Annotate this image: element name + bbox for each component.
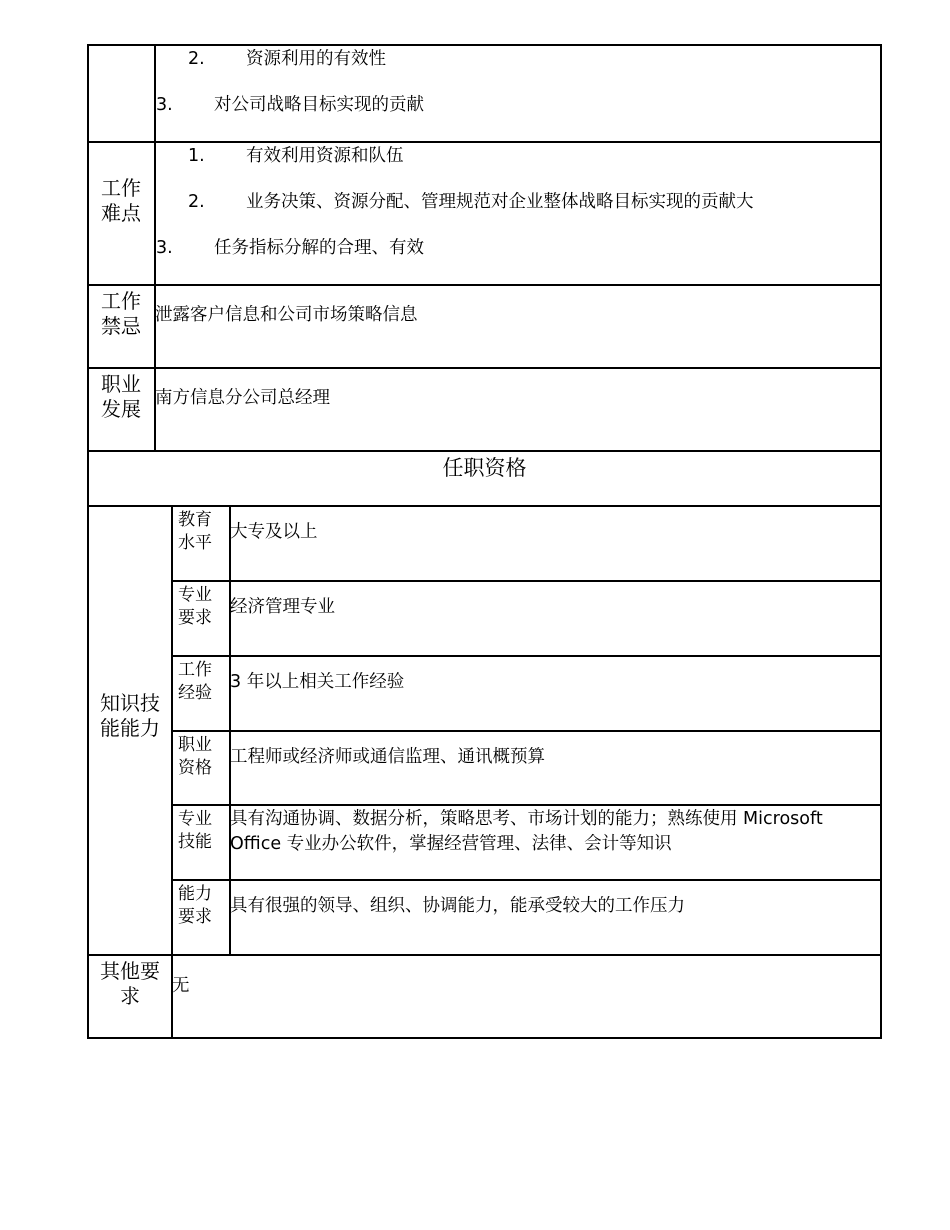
list-item-text: 有效利用资源和队伍 bbox=[246, 146, 404, 166]
list-number: 3. bbox=[156, 238, 173, 258]
list-item-text: 业务决策、资源分配、管理规范对企业整体战略目标实现的贡献大 bbox=[246, 192, 754, 212]
list-number: 3. bbox=[156, 95, 173, 115]
education-value: 大专及以上 bbox=[230, 522, 318, 542]
difficulties-label: 工作难点 bbox=[101, 176, 141, 225]
skills-value-line2: Office 专业办公软件，掌握经营管理、法律、会计等知识 bbox=[230, 834, 672, 854]
education-label: 教育水平 bbox=[178, 510, 212, 553]
list-number: 2. bbox=[188, 192, 205, 212]
career-text: 南方信息分公司总经理 bbox=[155, 388, 330, 408]
list-item-text: 对公司战略目标实现的贡献 bbox=[214, 95, 424, 115]
table-border bbox=[87, 505, 882, 507]
ability-value: 具有很强的领导、组织、协调能力，能承受较大的工作压力 bbox=[230, 896, 685, 916]
list-number: 2. bbox=[188, 49, 205, 69]
taboos-label: 工作禁忌 bbox=[101, 289, 141, 338]
table-border bbox=[87, 450, 882, 452]
table-border bbox=[229, 505, 231, 956]
other-label: 其他要求 bbox=[100, 959, 160, 1008]
skills-label: 专业技能 bbox=[178, 809, 212, 852]
ability-label: 能力要求 bbox=[178, 884, 212, 927]
table-border bbox=[87, 1037, 882, 1039]
major-value: 经济管理专业 bbox=[230, 597, 335, 617]
table-border bbox=[172, 655, 882, 657]
table-border bbox=[87, 284, 882, 286]
table-border bbox=[172, 879, 882, 881]
table-border bbox=[171, 505, 173, 1039]
list-item-text: 任务指标分解的合理、有效 bbox=[214, 238, 424, 258]
experience-label: 工作经验 bbox=[178, 660, 212, 703]
table-border bbox=[880, 44, 882, 1039]
skills-value-line1: 具有沟通协调、数据分析，策略思考、市场计划的能力；熟练使用 Microsoft bbox=[230, 809, 823, 829]
table-border bbox=[172, 730, 882, 732]
experience-value: 3 年以上相关工作经验 bbox=[230, 672, 405, 692]
list-item-text: 资源利用的有效性 bbox=[246, 49, 386, 69]
table-border bbox=[172, 804, 882, 806]
other-value: 无 bbox=[172, 976, 190, 996]
table-border bbox=[87, 141, 882, 143]
table-border bbox=[87, 44, 89, 1039]
skills-group-label: 知识技能能力 bbox=[100, 691, 160, 740]
list-number: 1. bbox=[188, 146, 205, 166]
major-label: 专业要求 bbox=[178, 585, 212, 628]
taboos-text: 泄露客户信息和公司市场策略信息 bbox=[155, 305, 418, 325]
certification-label: 职业资格 bbox=[178, 735, 212, 778]
table-border bbox=[172, 580, 882, 582]
qualifications-title: 任职资格 bbox=[442, 456, 527, 480]
certification-value: 工程师或经济师或通信监理、通讯概预算 bbox=[230, 747, 545, 767]
table-border bbox=[87, 954, 882, 956]
table-border bbox=[87, 367, 882, 369]
career-label: 职业发展 bbox=[101, 372, 141, 421]
table-border bbox=[87, 44, 882, 46]
